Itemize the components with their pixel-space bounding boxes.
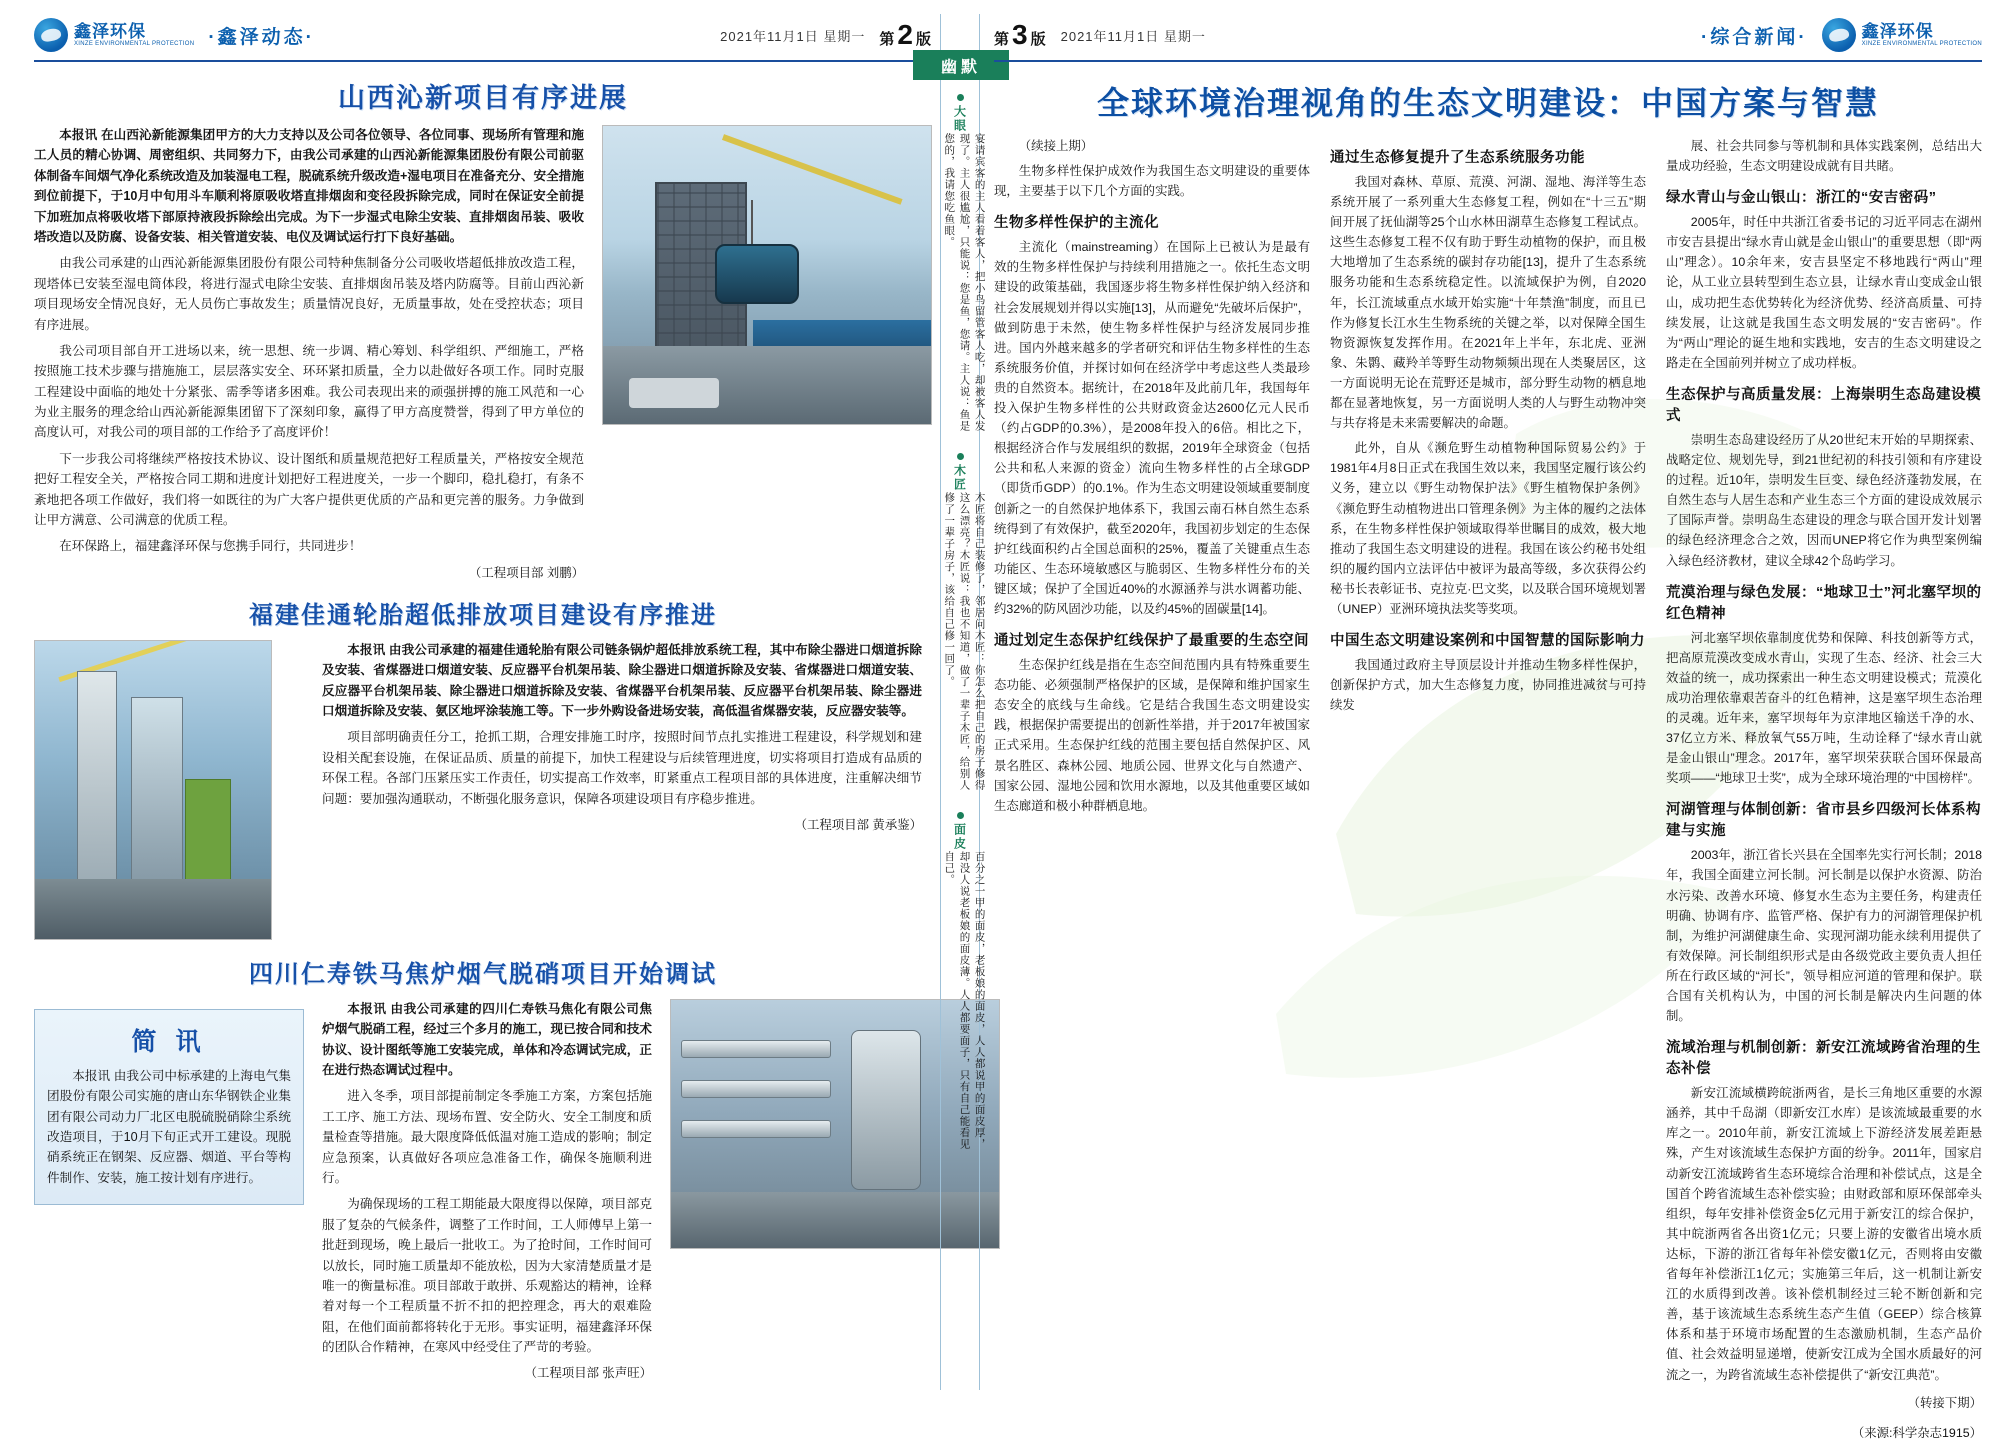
- company-logo: [34, 18, 194, 52]
- r3-h5: 流域治理与机制创新：新安江流域跨省治理的生态补偿: [1666, 1040, 1981, 1078]
- reactor-tank: [851, 1030, 921, 1190]
- humor-item-text: 宴请宾客的主人看着客人，把小鸟留管客人吃，却被客人发现了。主人很尴尬，只能说：您是鱼，您请。主人说：鱼是您的，我请您吃鱼眼。: [943, 133, 986, 432]
- truck: [629, 378, 719, 408]
- r2-p3: 我国通过政府主导顶层设计并推动生物多样性保护，创新保护方式，加大生态修复力度，协同推进减贫与可持续发: [1330, 658, 1646, 713]
- crane-boom: [722, 134, 903, 205]
- humor-item-text: 百分之一甲的面皮，老板娘的面皮，人人都说甲的面皮厚，却没人说老板娘的面皮薄。人人都要面子，只有自己能看见自己。: [943, 851, 986, 1150]
- r2-p2: 此外，自从《濒危野生动植物种国际贸易公约》于1981年4月8日正式在我国生效以来，我国坚定履行该公约义务，建立以《野生动物保护法》《野生植物保护条例》《濒危野生动植物进出口管理条例》为主体的履约之法体系，在生物多样性保护领域取得举世瞩目的成效，极大地推动了我国生态文明建设的进程。我国在该公约秘书处组织的履约国内立法评估中被评为最高等级，多次获得公约秘书长表彰证书、克拉克·巴文奖，以及联合国环境规划署（UNEP）亚洲环境执法奖等奖项。: [1330, 441, 1646, 616]
- article1-p4: 下一步我公司将继续严格按技术协议、设计图纸和质量规范把好工程质量关，严格按安全规范把好工程安全关，严格按合同工期和进度计划把好工程进度关，一步一个脚印，稳扎稳打，有条不紊地把各项工作做好，我们将一如既往的为广大客户提供更优质的产品和更完善的服务。力争做到让甲方满意、公司满意的优质工程。: [34, 451, 584, 528]
- brief-text: 本报讯 由我公司中标承建的上海电气集团股份有限公司实施的唐山东华钢铁企业集团有限公司动力厂北区电脱硫脱硝除尘系统改造项目，于10月下旬正式开工建设。现脱硝系统正在钢架、反应器、烟道、平台等构件制作、安装，施工按计划有序进行。: [47, 1068, 291, 1185]
- right-column-1: [994, 136, 1310, 1453]
- article2-title: 福建佳通轮胎超低排放项目建设有序推进: [249, 601, 717, 629]
- left-date: 2021年11月1日 星期一: [720, 28, 866, 44]
- source-note: （来源:科学杂志1915）: [1851, 1425, 1982, 1440]
- article1-p1: 本报讯 在山西沁新能源集团甲方的大力支持以及公司各位领导、各位同事、现场所有管理和施工人员的精心协调、周密组织、共同努力下，由我公司承建的山西沁新能源集团股份有限公司前驱体制备车间烟气净化系统改造及加装湿电工程，脱硫系统升级改造+湿电项目在准备充分、安全措施到位前提下，于10月中旬用斗车顺利将原吸收塔直排烟囱和变径段拆除完成，同时在保证安全前提下加班加点将吸收塔下部原持液段拆除绘出完成。为下一步湿式电除尘安装、直排烟囱吊装、吸收塔改造以及防腐、设备安装、相关管道安装、电仪及调试运行打下良好基础。: [34, 128, 584, 244]
- page-num: 2: [897, 19, 914, 50]
- right-column-2: [1330, 136, 1646, 1453]
- humor-item: [941, 94, 986, 433]
- article3-block: [34, 999, 932, 1382]
- article1-p2: 由我公司承建的山西沁新能源集团股份有限公司特种焦制备分公司吸收塔超低排放改造工程，现塔体已安装至湿电筒体段，将进行湿式电除尘安装、直排烟囱吊装及塔内防腐等。目前山西沁新项目现场安全情况良好，无人员伤亡事故发生；质量情况良好，无质量事故，处在受控状态；项目有序进展。: [34, 256, 584, 332]
- article2-p1: 本报讯 由我公司承建的福建佳通轮胎有限公司链条锅炉超低排放系统工程，其中布除尘器进口烟道拆除及安装、省煤器进口烟道安装、反应器平台机架吊装、除尘器进口烟道拆除及安装、省煤器进口烟道安装、反应器平台机架吊装、除尘器进口烟道拆除及安装、省煤器平台机架吊装、反应器平台机架吊装、除尘器进口烟道拆除及安装、氨区地坪涂装施工等。下一步外购设备进场安装，高低温省煤器安装，反应器安装等。: [322, 642, 922, 718]
- right-main-title: 全球环境治理视角的生态文明建设：中国方案与智慧: [1096, 85, 1879, 121]
- right-date: 2021年11月1日 星期一: [1060, 28, 1206, 44]
- r3-p3: 崇明生态岛建设经历了从20世纪末开始的早期探索、战略定位、规划先导，到21世纪初的科技引领和有序建设的过程。近10年，崇明发生巨变、绿色经济蓬勃发展，在自然生态与人居生态和产业生态三个方面的建设成效展示了国际声誉。崇明岛生态建设的理念与联合国开发计划署的绿色经济理念合之效，因而UNEP将它作为典型案例编入绿色经济教材，建议全球42个岛屿学习。: [1666, 432, 1982, 568]
- r2-h1: 通过生态修复提升了生态系统服务功能: [1330, 150, 1585, 166]
- humor-item: [941, 812, 986, 1151]
- article1-title: 山西沁新项目有序进展: [338, 83, 628, 113]
- humor-gutter: [940, 14, 986, 1390]
- left-page: [10, 14, 940, 1390]
- stack-column-1: [77, 671, 117, 901]
- crane-construction-photo: [602, 125, 932, 425]
- r3-h2: 生态保护与高质量发展：上海崇明生态岛建设模式: [1666, 386, 1981, 424]
- crane-hook: [751, 200, 753, 246]
- brief-news-box: [34, 1009, 304, 1205]
- page-suffix: 版: [915, 31, 932, 48]
- continued-note: （转接下期）: [1907, 1395, 1982, 1410]
- article1-sign: （工程项目部 刘鹏）: [469, 565, 584, 580]
- article3-p3: 为确保现场的工程工期能最大限度得以保障，项目部克服了复杂的气候条件，调整了工作时间，工人师傅早上第一批赶到现场，晚上最后一批收工。为了抢时间，工作时间可以放长，同时施工质量却不能放松，因为大家清楚质量才是唯一的衡量标准。项目部敢于敢拼、乐观豁达的精神，诠释着对每一个工程质量不折不扣的把控理念，再大的艰难险阻，在他们面前都将转化于无形。事实证明，福建鑫泽环保的团队合作精神，在寒风中经受住了严苛的考验。: [322, 1197, 652, 1355]
- right-page-number: [994, 19, 1047, 51]
- r1-h2: 通过划定生态保护红线保护了最重要的生态空间: [994, 633, 1309, 650]
- r1-h1: 生物多样性保护的主流化: [994, 215, 1159, 232]
- article2-sign: （工程项目部 黄承鉴）: [794, 817, 922, 832]
- logo-name-cn: 鑫泽环保: [1861, 22, 1934, 42]
- bullet-icon: [957, 453, 964, 460]
- r3-p6: 新安江流域横跨皖浙两省，是长三角地区重要的水源涵养，其中千岛湖（即新安江水库）是该流域最重要的水库之一。2010年前，新安江流域上下游经济发展差距悬殊，产生对该流域生态保护方面的纷争。2011年，国家启动新安江流域跨省生态环境综合治理和补偿试点，这是全国首个跨省流域生态补偿实验；由财政部和原环保部牵头组织，每年安排补偿资金5亿元用于新安江的综合保护，其中皖浙两省各出资1亿元；只要上游的安徽省出境水质达标，下游的浙江省每年补偿安徽1亿元，否则将由安徽省每年补偿浙江1亿元；实施第三年后，这一机制让新安江的水质得到改善。该补偿机制经过三轮不断创新和完善，基于该流域生态系统生态产生值（GEEP）综合核算体系和基于环境市场配置的生态激励机制，生态产品价值、社会效益明显递增，使新安江成为全国水质最好的河流之一，为跨省流域生态补偿提供了“新安江典范”。: [1666, 1086, 1982, 1382]
- humor-item-title: 木匠: [952, 464, 967, 492]
- article1-block: [34, 125, 932, 581]
- r3-h4: 河湖管理与体制创新：省市县乡四级河长体系构建与实施: [1666, 802, 1981, 840]
- humor-item: [941, 453, 986, 792]
- humor-item-title: 面皮: [952, 823, 967, 851]
- article2-block: [34, 640, 932, 940]
- r3-p2: 2005年，时任中共浙江省委书记的习近平同志在湖州市安吉县提出“绿水青山就是金山银山”的重要思想（即“两山”理念）。10余年来，安吉县坚定不移地践行“两山”理论，从工业立县转型到生态立县，让绿水青山变成金山银山，成功把生态优势转化为经济优势、经济高质量、可持续发展，让这就是我国生态文明发展的“安吉密码”。作为“两山”理论的诞生地和实践地，安吉的生态文明建设之路走在全国前列并树立了成功样板。: [1666, 215, 1982, 370]
- right-page: [980, 14, 2000, 1440]
- article3-title: 四川仁寿铁马焦炉烟气脱硝项目开始调试: [249, 960, 717, 988]
- logo-name-en: XINZE ENVIRONMENTAL PROTECTION: [1861, 40, 1982, 47]
- left-section-label: ·鑫泽动态·: [208, 26, 315, 48]
- humor-badge: 幽默: [913, 50, 1009, 80]
- article3-sign: （工程项目部 张声旺）: [524, 1366, 652, 1381]
- pipe-3: [681, 1120, 831, 1138]
- page-prefix: 第: [879, 31, 896, 48]
- r3-p4: 河北塞罕坝依靠制度优势和保障、科技创新等方式，把高原荒漠改变成水青山，实现了生态、经济、社会三大效益的统一，成功探索出一种生态文明建设模式；荒漠化成功治理依靠艰苦奋斗的红色精神，这是塞罕坝生态治理的灵魂。近年来，塞罕坝每年为京津地区输送千净的水、37亿立方米、释放氧气55万吨，生动诠释了“绿水青山就是金山银山”理念。2017年，塞罕坝荣获联合国环保最高奖项——“地球卫士奖”，成为全球环境治理的“中国榜样”。: [1666, 630, 1982, 786]
- absorber-vessel: [715, 244, 799, 304]
- article1-p5: 在环保路上，福建鑫泽环保与您携手同行，共同进步！: [59, 539, 362, 554]
- logo-name-en: XINZE ENVIRONMENTAL PROTECTION: [74, 40, 195, 47]
- pipe-2: [681, 1080, 831, 1098]
- right-column-3: [1666, 136, 1982, 1453]
- r2-p1: 我国对森林、草原、荒漠、河湖、湿地、海洋等生态系统开展了一系列重大生态修复工程，例如在“十三五”期间开展了抚仙湖等25个山水林田湖草生态修复工程试点。这些生态修复工程不仅有助于野生动植物的保护，而且极大地增加了生态系统的碳封存功能[13]，提升了生态系统服务功能和生态系统稳定性。以流域保护为例，自2020年，长江流域重点水域开始实施“十年禁渔”制度，而且已作为修复长江水生生物系统的关键之举，以对保障全国生物资源恢复发挥作用。在2021年上半年，东北虎、亚洲象、朱鹮、藏羚羊等野生动物频频出现在人类聚居区，这一方面说明无论在荒野还是城市，部分野生动物的栖息地都在显著地恢复，另一方面说明人类的人与野生动物冲突与共存将是未来需要解决的命题。: [1330, 175, 1646, 431]
- company-logo-right: [1822, 18, 1982, 52]
- continuation-note: （续接上期）: [1018, 139, 1094, 153]
- ground-base: [35, 879, 271, 939]
- globe-logo-icon: [1822, 18, 1856, 52]
- r3-p1: 展、社会共同参与等机制和具体实践案例，总结出大量成功经验，生态文明建设成就有目共睹。: [1666, 139, 1982, 174]
- brief-title: 简 讯: [131, 1027, 207, 1056]
- right-masthead: [994, 14, 1982, 62]
- r3-h1: 绿水青山与金山银山：浙江的“安吉密码”: [1666, 190, 1937, 207]
- bullet-icon: [957, 812, 964, 819]
- bullet-icon: [957, 94, 964, 101]
- article3-p1: 本报讯 由我公司承建的四川仁寿铁马焦化有限公司焦炉烟气脱硝工程，经过三个多月的施工，现已按合同和技术协议、设计图纸等施工安装完成，单体和冷态调试完成，正在进行热态调试过程中。: [322, 1001, 652, 1077]
- r1-p1: 生物多样性保护成效作为我国生态文明建设的重要体现，主要基于以下几个方面的实践。: [994, 164, 1310, 199]
- r2-h2: 中国生态文明建设案例和中国智慧的国际影响力: [1330, 633, 1645, 650]
- article1-p3: 我公司项目部自开工进场以来，统一思想、统一步调、精心筹划、科学组织、严细施工，严格按照施工技术步骤与措施施工，层层落实安全、环环紧扣质量，全力以赴做好各项工作。同时克服工程建设中面临的地处十分紧张、需季等诸多困难。我公司表现出来的顽强拼搏的施工风范和一心为业主服务的理念给山西沁新能源集团留下了深刻印象，赢得了甲方高度赞誉，得到了甲方单位的高度认可，对我公司的项目部的工作给予了高度评价！: [34, 343, 584, 440]
- pipe-1: [681, 1040, 831, 1058]
- page-suffix: 版: [1030, 31, 1047, 48]
- page-num: 3: [1012, 19, 1029, 50]
- r3-h3: 荒漠治理与绿色发展：“地球卫士”河北塞罕坝的红色精神: [1666, 584, 1982, 622]
- humor-item-title: 大眼: [952, 105, 967, 133]
- r3-p5: 2003年，浙江省长兴县在全国率先实行河长制；2018年，我国全面建立河长制。河长制是以保护水资源、防治水污染、改善水环境、修复水生态为主要任务，构建责任明确、协调有序、监管严格、保护有力的河湖管理保护机制，为维护河湖健康生命、实现河湖功能永续利用提供了有效保障。河长制组织形式是由各级党政主要负责人担任所在行政区域的“河长”，领导相应河道的管理和保护。联合国有关机构认为，中国的河长制是解决内生问题的体制。: [1666, 848, 1982, 1024]
- page-prefix: 第: [994, 31, 1011, 48]
- globe-logo-icon: [34, 18, 68, 52]
- logo-name-cn: 鑫泽环保: [74, 22, 146, 42]
- left-page-number: [879, 19, 932, 51]
- right-section-label: ·综合新闻·: [1701, 26, 1808, 48]
- article3-p2: 进入冬季，项目部提前制定冬季施工方案，方案包括施工工序、施工方法、现场布置、安全防火、安全工制度和质量检查等措施。最大限度降低低温对施工造成的影响；制定应急预案，认真做好各项应急准备工作，确保冬施顺利进行。: [322, 1089, 652, 1185]
- stack-column-2: [131, 697, 183, 901]
- article2-p2: 项目部明确责任分工，抢抓工期，合理安排施工时序，按照时间节点扎实推进工程建设，科学规划和建设相关配套设施，在保证品质、质量的前提下，加快工程建设与后续管理进度，切实将项目打造成有品质的环保工程。各部门压紧压实工作责任，切实提高工作效率，盯紧重点工程项目部的具体进度，注重解决细节问题：要加强沟通联动，不断强化服务意识，保障各项建设项目有序稳步推进。: [322, 730, 922, 806]
- dust-removal-photo: [34, 640, 272, 940]
- right-columns: [994, 136, 1982, 1453]
- humor-item-text: 木匠将自己装修了，邻居问木匠：你怎么把自己的房子修得这么漂亮？木匠说：我也不知道，做了一辈子木匠，给别人修了一辈子房子，该给自己修一回了。: [943, 492, 986, 791]
- r1-p3: 生态保护红线是指在生态空间范围内具有特殊重要生态功能、必须强制严格保护的区域，是保障和维护国家生态安全的底线与生命线。它是结合我国生态文明建设实践，根据保护需要提出的创新性举措，并于2017年被国家正式采用。生态保护红线的范围主要包括自然保护区、风景名胜区、森林公园、地质公园、世界文化与自然遗产、国家公园、湿地公园和饮用水源地，以及其他重要区域如生态廊道和极小种群栖息地。: [994, 658, 1310, 813]
- left-masthead: [34, 14, 932, 62]
- r1-p2: 主流化（mainstreaming）在国际上已被认为是最有效的生物多样性保护与持续利用措施之一。依托生态文明建设的政策基础，我国逐步将生物多样性保护纳入经济和社会发展规划并得以实施[13]，从而避免“先破坏后保护”，做到防患于未然，使生物多样性保护与经济发展同步推进。国内外越来越多的学者研究和评估生物多样性的生态系统服务价值，并探讨如何在经济学中考虑这些人类最珍贵的自然资本。据统计，在2018年及此前几年，我国每年投入保护生物多样性的公共财政资金达2600亿元人民币（约占GDP的0.3%），是2008年投入的6倍。相比之下，根据经济合作与发展组织的数据，2019年全球资金（包括公共和私人来源的资金）流向生物多样性的占全球GDP（即货币GDP）的0.1%。作为生态文明建设领域重要制度创新之一的自然保护地体系下，我国云南石林自然生态系统得到了有效保护，截至2020年，我国初步划定的生态保护红线面积约占全国总面积的25%，覆盖了关键重点生态功能区、生态环境敏感区与脆弱区、生物多样性分布的关键区域；保护了全国近40%的水源涵养与洪水调蓄功能、约32%的防风固沙功能，以及约45%的固碳量[14]。: [994, 240, 1310, 616]
- humor-column: [940, 14, 986, 1390]
